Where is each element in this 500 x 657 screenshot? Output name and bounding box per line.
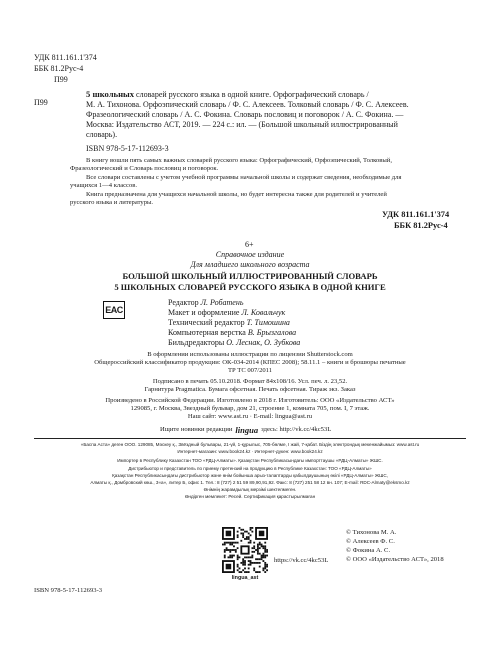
lingua-logo: lingua xyxy=(235,425,259,435)
copyright-1: © Тихонова М. А. xyxy=(346,529,397,536)
credit-name: Л. Ковальчук xyxy=(241,308,286,317)
genre-line-2: Для младшего школьного возраста xyxy=(190,260,310,269)
bib-author-mark: П99 xyxy=(34,98,48,107)
annotation-line-6: русского языка и литературы. xyxy=(70,199,154,206)
credit-name: В. Брызгалова xyxy=(247,328,297,337)
author-mark: П99 xyxy=(54,75,68,84)
genre-line-1: Справочное издание xyxy=(215,250,285,259)
production-line-2: Общероссийский классификатор продукции: ОК-034-2014 (КПЕС 2008); 58.11.1 – книги и брошюры печатные xyxy=(94,359,406,366)
production-line-1: В оформлении использованы иллюстрации по лицензии Shutterstock.com xyxy=(147,351,353,358)
eac-mark-text: EAC xyxy=(105,305,123,315)
bib-line-4: Москва: Издательство АСТ, 2019. — 224 с.: ил. — (Большой школьный иллюстрированный xyxy=(86,120,398,129)
production-line-4: Подписано в печать 05.10.2018. Формат 84x108/16. Усл. печ. л. 23,52. xyxy=(152,378,348,385)
credit-role: Редактор xyxy=(168,298,201,307)
credit-layout xyxy=(168,308,285,318)
small-print-line-5: Қазақстан Республикасындағы дистрибьютор және өнім бойынша арыз-талаптарды қабылдаушының өкілі «РДЦ-Алматы» ЖШС, xyxy=(112,473,388,478)
production-line-8: Наш сайт: www.ast.ru · E-mail: lingua@ast.ru xyxy=(187,413,313,420)
bbk-code: ББК 81.2Рус-4 xyxy=(34,64,84,73)
bib-line-2: М. А. Тихонова. Орфоэпический словарь / Ф. С. Алексеев. Толковый словарь / Ф. С. Алексеев. xyxy=(86,100,409,109)
credit-name: О. Леснак, О. Зубкова xyxy=(226,338,301,347)
credit-role: Бильдредакторы xyxy=(168,338,227,347)
small-print-line-7: Өнімнің жарамдылық мерзімі шектелмеген. xyxy=(203,487,297,492)
credit-role: Макет и оформление xyxy=(168,308,242,317)
credit-typesetting xyxy=(168,328,296,338)
eac-mark xyxy=(103,301,125,319)
udk-right: УДК 811.161.1'374 xyxy=(382,210,450,219)
bib-line xyxy=(86,90,486,100)
annotation-line-4: учащихся 1—4 классов. xyxy=(70,182,138,189)
production-line-6: Произведено в Российской Федерации. Изготовлено в 2018 г. Изготовитель: ООО «Издательство АСТ» xyxy=(105,397,395,404)
bib-line-5: словарь). xyxy=(86,130,118,139)
copyright-2: © Алексеев Ф. С. xyxy=(346,538,395,545)
bib-line-3: Фразеологический словарь / А. С. Фокина. Словарь пословиц и поговорок / А. С. Фокина. — xyxy=(86,110,404,119)
bottom-isbn: ISBN 978-5-17-112693-3 xyxy=(34,587,103,594)
annotation-line-3: Все словари составлены с учетом учебной программы начальной школы и содержат сведения, необходимые для xyxy=(86,174,402,181)
copyright-3: © Фокина А. С. xyxy=(346,547,391,554)
credit-editor xyxy=(168,298,243,308)
novelties-prefix: Ищите новинки редакции xyxy=(160,426,233,433)
bib-description xyxy=(86,90,486,100)
credit-role: Технический редактор xyxy=(168,318,247,327)
bib-line-1-rest: словарей русского языка в одной книге. Орфографический словарь / xyxy=(136,90,369,99)
novelties-link[interactable]: здесь: http://vk.cc/4kc53L xyxy=(261,426,332,433)
small-print-line-8: Өндірген мемлекет: Ресей. Сертификация қарастырылмаған xyxy=(184,494,316,499)
novelties-line xyxy=(160,426,331,434)
annotation-line-1: В книгу вошли пять самых важных словарей русского языка: Орфографический, Орфоэпический, Толковый, xyxy=(86,157,392,164)
udk-code: УДК 811.161.1'374 xyxy=(34,53,97,62)
bib-isbn: ISBN 978-5-17-112693-3 xyxy=(86,144,169,153)
divider xyxy=(34,438,466,439)
credit-tech-editor xyxy=(168,318,290,328)
small-print-line-1: «Баспа Аста» деген ООО. 129085, Мәскеу қ., Звёздный бульвары, 21-үй, 1-құрылыс, 705-бөлме, I жай, 7-қабат. Біздің электрондық мекенжайымыз: www.ast.ru xyxy=(80,442,420,447)
qr-caption: lingua_ast xyxy=(231,575,259,581)
credit-name: Л. Робатень xyxy=(200,298,244,307)
small-print-line-2: Интернет-магазин: www.book24.kz · Интернет-дүкен: www.book24.kz xyxy=(177,449,323,454)
qr-url[interactable]: https://vk.cc/4kc53L xyxy=(274,557,329,564)
qr-code[interactable] xyxy=(222,527,268,573)
book-title-line-2: 5 ШКОЛЬНЫХ СЛОВАРЕЙ РУССКОГО ЯЗЫКА В ОДНОЙ КНИГЕ xyxy=(114,282,386,292)
credit-picture-editors xyxy=(168,338,300,348)
annotation-line-2: Фразеологический и Словарь пословиц и поговорок. xyxy=(70,165,219,172)
production-line-7: 129085, г. Москва, Звездный бульвар, дом 21, строение 1, комната 705, пом. I, 7 этаж. xyxy=(130,405,370,412)
credit-name: Т. Тимошина xyxy=(246,318,290,327)
bbk-right: ББК 81.2Рус-4 xyxy=(394,221,448,230)
copyright-4: © ООО «Издательство АСТ», 2018 xyxy=(346,556,444,563)
small-print-line-3: Импортер в Республику Казахстан ТОО «РДЦ-Алматы». Қазақстан Республикасындағы импорттаушы «РДЦ-Алматы» ЖШС. xyxy=(117,458,383,463)
production-line-5: Гарнитура Pragmatica. Бумага офсетная. Печать офсетная. Тираж экз. Заказ xyxy=(144,386,356,393)
book-title-line-1: БОЛЬШОЙ ШКОЛЬНЫЙ ИЛЛЮСТРИРОВАННЫЙ СЛОВАРЬ xyxy=(122,271,378,281)
age-rating: 6+ xyxy=(245,240,254,249)
qr-code-image xyxy=(222,527,268,573)
small-print-line-6: Алматы қ., Домбровский көш., 3«а», литер Б, офис 1. Тел.: 8 (727) 2 51 59 89,90,91,92. Факс: 8 (727) 251 58 12 вн. 107; E-mail: RDC-Almaty@eksmo.kz xyxy=(90,480,410,485)
production-line-3: ТР ТС 007/2011 xyxy=(227,367,273,374)
small-print-line-4: Дистрибьютор и представитель по приему претензий на продукцию в Республике Казахстан: ТОО «РДЦ-Алматы» xyxy=(128,466,372,471)
credit-role: Компьютерная верстка xyxy=(168,328,248,337)
bib-title-start: 5 школьных xyxy=(86,89,135,99)
annotation-line-5: Книга предназначена для учащихся начальной школы, но будет интересна также для родителей и учителей xyxy=(86,191,387,198)
